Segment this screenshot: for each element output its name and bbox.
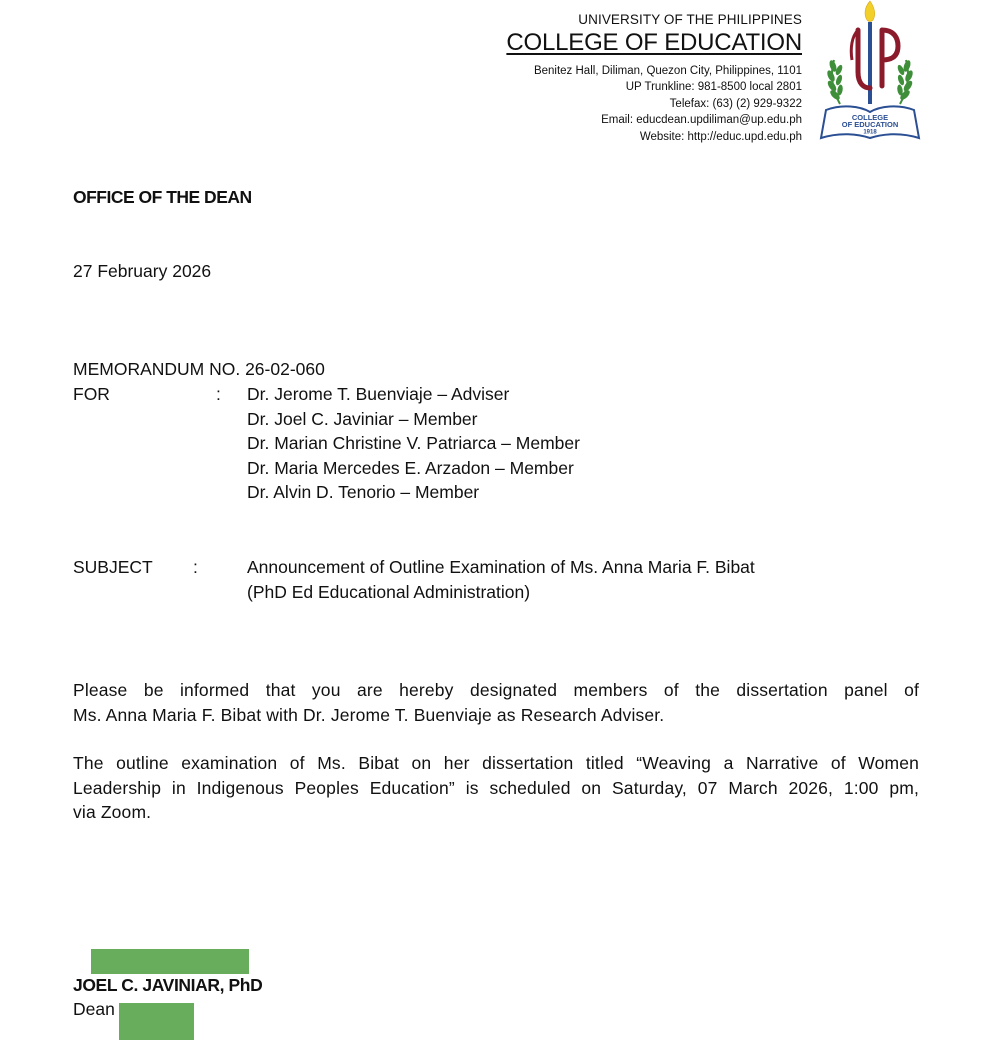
recipient-item: Dr. Joel C. Javiniar – Member (247, 408, 478, 429)
recipient-item: Dr. Jerome T. Buenviaje – Adviser (247, 384, 510, 404)
logo-year: 1918 (863, 129, 877, 136)
college-address: Benitez Hall, Diliman, Quezon City, Philippines, 1101 (533, 65, 802, 77)
paragraph-line: Please be informed that you are hereby designated members of the dissertation panel of (73, 680, 919, 700)
recipient-list (247, 382, 580, 505)
body-paragraph-2 (73, 751, 919, 825)
for-label: FOR (73, 384, 110, 404)
signatory-name: JOEL C. JAVINIAR, PhD (73, 975, 263, 995)
paragraph-line: The outline examination of Ms. Bibat on her dissertation titled “Weaving a Narrative of Women (73, 753, 919, 773)
signatory-title: Dean (73, 999, 115, 1019)
subject-label: SUBJECT (73, 557, 153, 577)
college-name: COLLEGE OF EDUCATION (506, 29, 802, 56)
subject-text (247, 555, 755, 604)
paragraph-line: Ms. Anna Maria F. Bibat with Dr. Jerome T. Buenviaje as Research Adviser. (73, 704, 665, 725)
body-paragraph-1 (73, 678, 919, 727)
flame-icon (865, 1, 875, 22)
redaction-block (119, 1003, 194, 1040)
university-name: UNIVERSITY OF THE PHILIPPINES (578, 12, 802, 27)
recipient-item: Dr. Maria Mercedes E. Arzadon – Member (247, 457, 574, 478)
laurel-right-icon (896, 59, 914, 104)
memo-number: MEMORANDUM NO. 26-02-060 (73, 359, 325, 379)
logo-text-college: COLLEGE (851, 113, 889, 122)
subject-colon: : (193, 557, 198, 577)
paragraph-line: via Zoom. (73, 802, 152, 823)
college-email: Email: educdean.updiliman@up.edu.ph (601, 114, 802, 127)
college-telefax: Telefax: (63) (2) 929-9322 (669, 97, 802, 110)
office-heading: OFFICE OF THE DEAN (73, 187, 252, 207)
college-of-education-logo (818, 0, 922, 144)
logo-text-of-education: OF EDUCATION (841, 120, 899, 129)
torch-icon (868, 22, 872, 104)
signature-redaction (91, 949, 249, 974)
subject-line-1: Announcement of Outline Examination of Ms. Anna Maria F. Bibat (247, 557, 755, 577)
subject-line-2: (PhD Ed Educational Administration) (247, 581, 531, 602)
laurel-left-icon (826, 59, 844, 104)
college-trunkline: UP Trunkline: 981-8500 local 2801 (625, 81, 802, 94)
paragraph-line: Leadership in Indigenous Peoples Education” is scheduled on Saturday, 07 March 2026, 1:00 pm, (73, 777, 919, 798)
recipient-item: Dr. Marian Christine V. Patriarca – Member (247, 433, 580, 454)
letterhead (506, 11, 802, 145)
up-letters-icon (858, 30, 898, 88)
for-colon: : (216, 384, 221, 404)
memo-date: 27 February 2026 (73, 261, 212, 281)
college-website: Website: http://educ.upd.edu.ph (639, 130, 802, 143)
recipient-item: Dr. Alvin D. Tenorio – Member (247, 482, 480, 503)
